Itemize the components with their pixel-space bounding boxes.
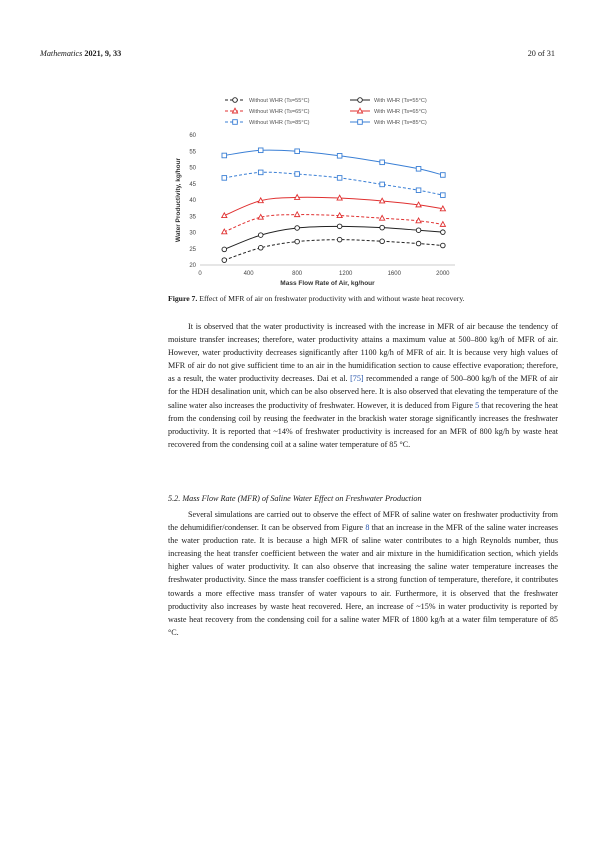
data-point-s2-4 (380, 182, 385, 187)
journal-name: Mathematics (40, 49, 83, 58)
legend-marker-2 (233, 120, 238, 125)
data-point-s1-4 (380, 215, 385, 220)
page-number: 20 of 31 (527, 49, 555, 58)
y-tick-label-50: 50 (189, 165, 196, 172)
x-tick-label-1200: 1200 (339, 271, 353, 277)
paragraph-2-text-a: Several simulations are carried out to observe the effect of MFR of saline water on freshwater productivity from the dehumidifier/condenser. It can be observed from Figure (168, 510, 558, 533)
x-tick-label-1600: 1600 (387, 271, 401, 277)
figure-caption-label: Figure 7. (168, 294, 198, 303)
data-point-s1-6 (440, 222, 445, 227)
data-point-s2-5 (416, 188, 421, 193)
x-tick-label-800: 800 (292, 271, 303, 277)
data-point-s0-5 (416, 241, 421, 246)
legend-label-2: Without WHR (Ts=85°C) (249, 120, 310, 126)
figure-caption (168, 294, 558, 303)
data-point-s5-3 (337, 154, 342, 159)
data-point-s0-6 (441, 243, 446, 248)
legend-label-3: With WHR (Ts=55°C) (374, 98, 427, 104)
paragraph-1-text-b: recommended a range of 500–800 kg/h of the MFR of air for the HDH desalination unit, which can be also observed here. It is also observed that elevating the temperature of the saline water also increases the productivity of freshwater. However, it is deduced from Figure (168, 374, 558, 410)
x-tick-label-400: 400 (243, 271, 254, 277)
x-tick-label-0: 0 (198, 271, 202, 277)
data-point-s3-5 (416, 228, 421, 233)
x-tick-label-2000: 2000 (436, 271, 450, 277)
y-tick-label-35: 35 (189, 214, 196, 221)
y-tick-label-25: 25 (189, 246, 196, 253)
data-point-s5-4 (380, 160, 385, 165)
running-header-journal (40, 49, 121, 58)
paragraph-1-text-a: It is observed that the water productivity is increased with the increase in MFR of air because the tendency of moisture transfer increases; therefore, water productivity attains a maximum value at 500–800 kg/h of MFR of air. However, water productivity decreases significantly after 1100 kg/h of MFR of air. It is because very high values of MFR of air do not give sufficient time to an air in the humidification section to cause effective evaporation; therefore, as a result, the water productivity decreases. Dai et al. (168, 322, 558, 384)
data-point-s5-1 (258, 148, 263, 153)
data-point-s0-2 (295, 239, 300, 244)
data-point-s3-2 (295, 226, 300, 231)
data-point-s0-3 (337, 237, 342, 242)
y-tick-label-40: 40 (189, 198, 196, 204)
legend-label-5: With WHR (Ts=85°C) (374, 120, 427, 126)
data-point-s2-6 (441, 193, 446, 198)
series-line-0 (224, 240, 443, 260)
section-title-5-2: 5.2. Mass Flow Rate (MFR) of Saline Water Effect on Freshwater Production (168, 494, 422, 503)
data-point-s3-6 (441, 230, 446, 235)
legend-marker-3 (358, 98, 363, 103)
journal-year-volume: 2021, 9, 33 (84, 49, 122, 58)
y-axis-label: Water Productivity, kg/hour (175, 157, 182, 243)
legend-marker-5 (358, 120, 363, 125)
data-point-s5-0 (222, 153, 227, 158)
x-axis-label: Mass Flow Rate of Air, kg/hour (280, 280, 375, 287)
series-line-4 (224, 197, 443, 215)
data-point-s5-2 (295, 149, 300, 154)
data-point-s0-1 (258, 245, 263, 250)
figure-5-link[interactable]: 5 (475, 400, 480, 410)
data-point-s3-0 (222, 247, 227, 252)
data-point-s2-3 (337, 176, 342, 181)
data-point-s0-0 (222, 258, 227, 263)
y-tick-label-20: 20 (189, 263, 196, 269)
citation-link-75[interactable]: [75] (350, 374, 364, 384)
data-point-s0-4 (380, 239, 385, 244)
figure-caption-text: Effect of MFR of air on freshwater productivity with and without waste heat recovery. (197, 294, 465, 303)
series-line-2 (224, 172, 443, 195)
legend-label-4: With WHR (Ts=65°C) (374, 109, 427, 115)
y-tick-label-55: 55 (189, 149, 196, 156)
legend-label-1: Without WHR (Ts=65°C) (249, 109, 310, 115)
paragraph-1 (168, 320, 558, 451)
data-point-s2-0 (222, 176, 227, 181)
data-point-s2-2 (295, 172, 300, 177)
y-tick-label-45: 45 (189, 181, 196, 188)
paragraph-2 (168, 508, 558, 639)
data-point-s3-4 (380, 225, 385, 230)
legend-label-0: Without WHR (Ts=55°C) (249, 98, 310, 104)
data-point-s2-1 (258, 170, 263, 175)
y-tick-label-30: 30 (189, 230, 196, 237)
series-line-5 (224, 150, 443, 175)
series-line-3 (224, 226, 443, 249)
legend-marker-0 (233, 98, 238, 103)
paragraph-1-text-c: that recovering the heat from the condensing coil by reusing the feedwater in the brackish water storage significantly increases the freshwater productivity. It is reported that ~14% of freshwater productivity is increased for an MFR of 800 kg/h by waste heat recovered from the condensing coil at a saline water temperature of 85 °C. (168, 400, 558, 449)
y-tick-label-60: 60 (189, 133, 196, 139)
figure-7-chart (165, 90, 465, 290)
figure-8-link[interactable]: 8 (365, 523, 370, 533)
data-point-s5-6 (441, 173, 446, 178)
paragraph-2-text-b: that an increase in the MFR of the saline water increases the water production rate. It is because a high MFR of saline water contributes to a high Reynolds number, thus increasing the heat transfer coefficient between the water and air mixture in the humidification section, which yields higher values of water productivity. It can also observe that increasing the saline water temperature increases the freshwater productivity. Since the mass transfer coefficient is a strong function of temperature, therefore, it contributes towards a more effective mass transfer of water vapours to air. Furthermore, it is observed that the freshwater productivity also increases by waste heat recovered. Here, an increase of ~15% in water productivity is reported by waste heat recovery from the condensing coil for a saline water MFR of 1800 kg/h at a water film temperature of 85 °C. (168, 523, 558, 637)
data-point-s3-3 (337, 224, 342, 229)
data-point-s5-5 (416, 167, 421, 172)
data-point-s3-1 (258, 233, 263, 238)
